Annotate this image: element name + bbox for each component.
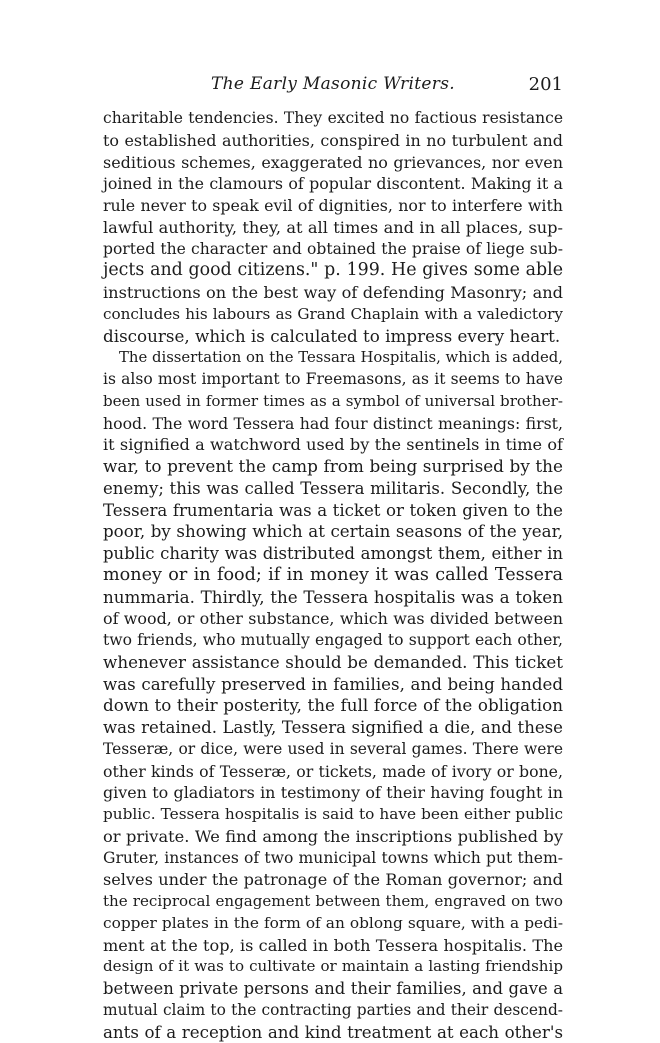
text-line: war, to prevent the camp from being surprised by the: [103, 456, 563, 478]
text-line: down to their posterity, the full force of the obligation: [103, 695, 563, 717]
text-line: public. Tessera hospitalis is said to have been either public: [103, 804, 563, 826]
text-line: discourse, which is calculated to impress every heart.: [103, 326, 563, 348]
text-line: or private. We find among the inscriptions published by: [103, 826, 563, 848]
text-line: to established authorities, conspired in no turbulent and: [103, 130, 563, 152]
body-text: [103, 108, 563, 1043]
text-line: is also most important to Freemasons, as it seems to have: [103, 369, 563, 391]
text-line: the reciprocal engagement between them, engraved on two: [103, 891, 563, 913]
text-line: joined in the clamours of popular discontent. Making it a: [103, 173, 563, 195]
text-line: Tessera frumentaria was a ticket or token given to the: [103, 500, 563, 522]
text-line: seditious schemes, exaggerated no grievances, nor even: [103, 152, 563, 174]
text-line: public charity was distributed amongst them, either in: [103, 543, 563, 565]
text-line: design of it was to cultivate or maintain a lasting friendship: [103, 956, 563, 978]
text-line: poor, by showing which at certain seasons of the year,: [103, 521, 563, 543]
text-line: Gruter, instances of two municipal towns which put them-: [103, 848, 563, 870]
text-line: ported the character and obtained the praise of liege sub-: [103, 239, 563, 261]
text-line: nummaria. Thirdly, the Tessera hospitalis was a token: [103, 587, 563, 609]
text-line: rule never to speak evil of dignities, nor to interfere with: [103, 195, 563, 217]
text-line: other kinds of Tesseræ, or tickets, made of ivory or bone,: [103, 761, 563, 783]
text-line: charitable tendencies. They excited no factious resistance: [103, 108, 563, 130]
text-line: whenever assistance should be demanded. This ticket: [103, 652, 563, 674]
text-line: hood. The word Tessera had four distinct meanings: first,: [103, 413, 563, 435]
text-line: Tesseræ, or dice, were used in several games. There were: [103, 739, 563, 761]
paragraph: [103, 347, 563, 1043]
text-line: been used in former times as a symbol of universal brother-: [103, 391, 563, 413]
running-head-title: The Early Masonic Writers.: [103, 74, 563, 94]
text-line: enemy; this was called Tessera militaris. Secondly, the: [103, 478, 563, 500]
text-line: was retained. Lastly, Tessera signified a die, and these: [103, 717, 563, 739]
text-line: two friends, who mutually engaged to support each other,: [103, 630, 563, 652]
text-line: The dissertation on the Tessara Hospitalis, which is added,: [103, 347, 563, 369]
text-line: was carefully preserved in families, and being handed: [103, 674, 563, 696]
text-line: selves under the patronage of the Roman governor; and: [103, 869, 563, 891]
text-line: money or in food; if in money it was called Tessera: [103, 565, 563, 587]
text-line: mutual claim to the contracting parties and their descend-: [103, 1000, 563, 1022]
text-line: between private persons and their families, and gave a: [103, 978, 563, 1000]
text-line: instructions on the best way of defending Masonry; and: [103, 282, 563, 304]
text-line: ment at the top, is called in both Tessera hospitalis. The: [103, 935, 563, 957]
paragraph: [103, 108, 563, 347]
running-head: [103, 74, 563, 100]
text-line: ants of a reception and kind treatment at each other's: [103, 1022, 563, 1043]
text-line: jects and good citizens." p. 199. He gives some able: [103, 260, 563, 282]
text-line: it signified a watchword used by the sentinels in time of: [103, 434, 563, 456]
text-line: copper plates in the form of an oblong square, with a pedi-: [103, 913, 563, 935]
text-line: of wood, or other substance, which was divided between: [103, 608, 563, 630]
text-line: lawful authority, they, at all times and in all places, sup-: [103, 217, 563, 239]
text-line: given to gladiators in testimony of their having fought in: [103, 782, 563, 804]
page-number: 201: [529, 74, 563, 95]
text-line: concludes his labours as Grand Chaplain with a valedictory: [103, 304, 563, 326]
